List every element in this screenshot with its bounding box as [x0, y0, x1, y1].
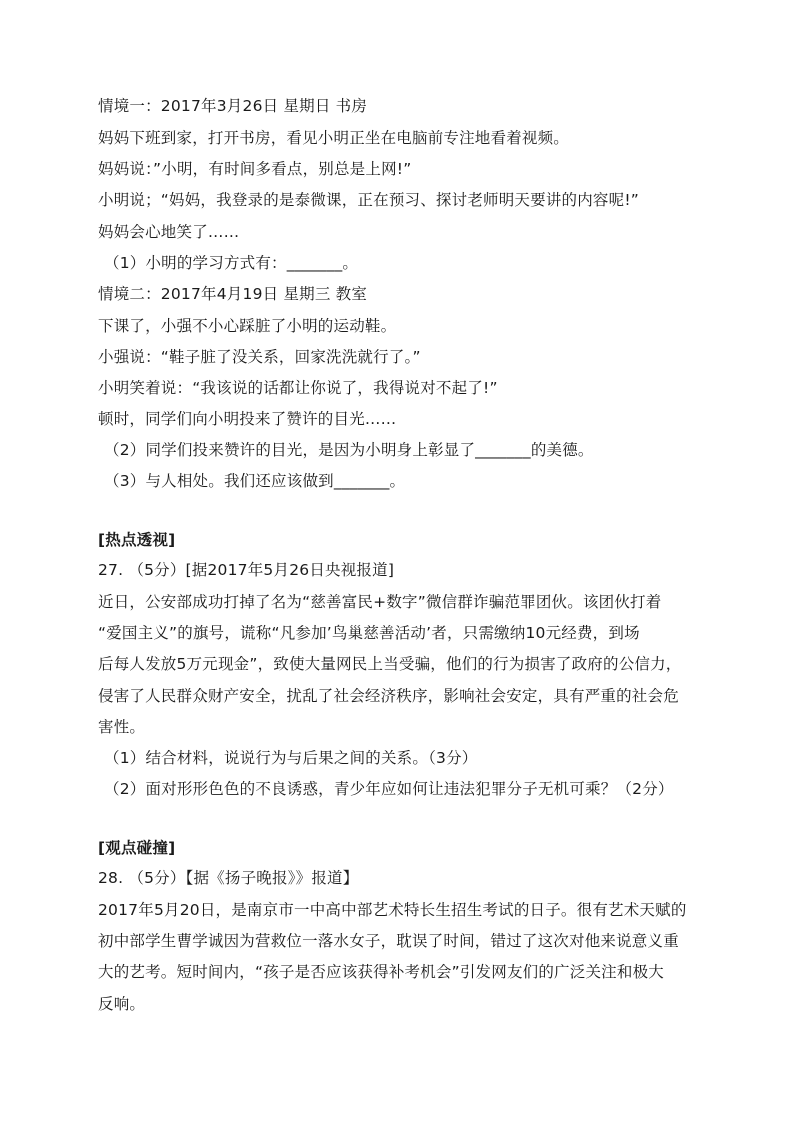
- section-title-view: [观点碰撞]: [98, 839, 176, 857]
- scenario1-line-3: 小明说；“妈妈，我登录的是泰微课，正在预习、探讨老师明天要讲的内容呢!”: [98, 191, 639, 209]
- scenario1-line-2: 妈妈说：”小明，有时间多看点，别总是上网!”: [98, 160, 412, 178]
- scenario2-line-1: 下课了，小强不小心踩脏了小明的运动鞋。: [98, 317, 397, 335]
- scenario2-line-2: 小强说：“鞋子脏了没关系，回家洗洗就行了。”: [98, 348, 421, 366]
- q28-paragraph-line-4: 反响。: [98, 995, 146, 1013]
- question-28-head: 28. （5分）【据《扬子晚报》》报道】: [98, 869, 359, 887]
- q27-sub-2: （2）面对形形色色的不良诱惑，青少年应如何让违法犯罪分子无机可乘？（2分）: [104, 780, 674, 798]
- q27-paragraph-line-1: 近日，公安部成功打掉了名为“慈善富民+数字”微信群诈骗范罪团伙。该团伙打着: [98, 593, 662, 611]
- scenario2-line-4: 顿时，同学们向小明投来了赞许的目光……: [98, 410, 397, 428]
- q27-paragraph-line-5: 害性。: [98, 718, 146, 736]
- q27-paragraph-line-4: 侵害了人民群众财产安全，扰乱了社会经济秩序，影响社会安定，具有严重的社会危: [98, 687, 679, 705]
- question-27-head: 27. （5分）[据2017年5月26日央视报道]: [98, 561, 395, 579]
- q28-paragraph-line-2: 初中部学生曹学诚因为营救位一落水女子，耽误了时间，错过了这次对他来说意义重: [98, 932, 679, 950]
- question-1: （1）小明的学习方式有：_______。: [104, 254, 359, 272]
- scenario2-header: 情境二：2017年4月19日 星期三 教室: [98, 285, 368, 303]
- q28-paragraph-line-3: 大的艺考。短时间内，“孩子是否应该获得补考机会”引发网友们的广泛关注和极大: [98, 963, 664, 981]
- q27-sub-1: （1）结合材料，说说行为与后果之间的关系。（3分）: [104, 749, 478, 767]
- question-3: （3）与人相处。我们还应该做到_______。: [104, 472, 406, 490]
- q27-paragraph-line-2: “爱国主义”的旗号，谎称“凡参加’鸟巢慈善活动’者，只需缴纳10元经费，到场: [98, 624, 640, 642]
- scenario1-line-1: 妈妈下班到家，打开书房，看见小明正坐在电脑前专注地看着视频。: [98, 129, 570, 147]
- q28-paragraph-line-1: 2017年5月20日，是南京市一中高中部艺术特长生招生考试的日子。很有艺术天赋的: [98, 901, 687, 919]
- q27-paragraph-line-3: 后每人发放5万元现金”，致使大量网民上当受骗，他们的行为损害了政府的公信力，: [98, 655, 682, 673]
- scenario1-line-4: 妈妈会心地笑了……: [98, 223, 240, 241]
- scenario1-header: 情境一：2017年3月26日 星期日 书房: [98, 97, 368, 115]
- section-title-hot: [热点透视]: [98, 531, 176, 549]
- question-2: （2）同学们投来赞许的目光，是因为小明身上彰显了_______的美德。: [104, 441, 594, 459]
- scenario2-line-3: 小明笑着说：“我该说的话都让你说了，我得说对不起了!”: [98, 379, 498, 397]
